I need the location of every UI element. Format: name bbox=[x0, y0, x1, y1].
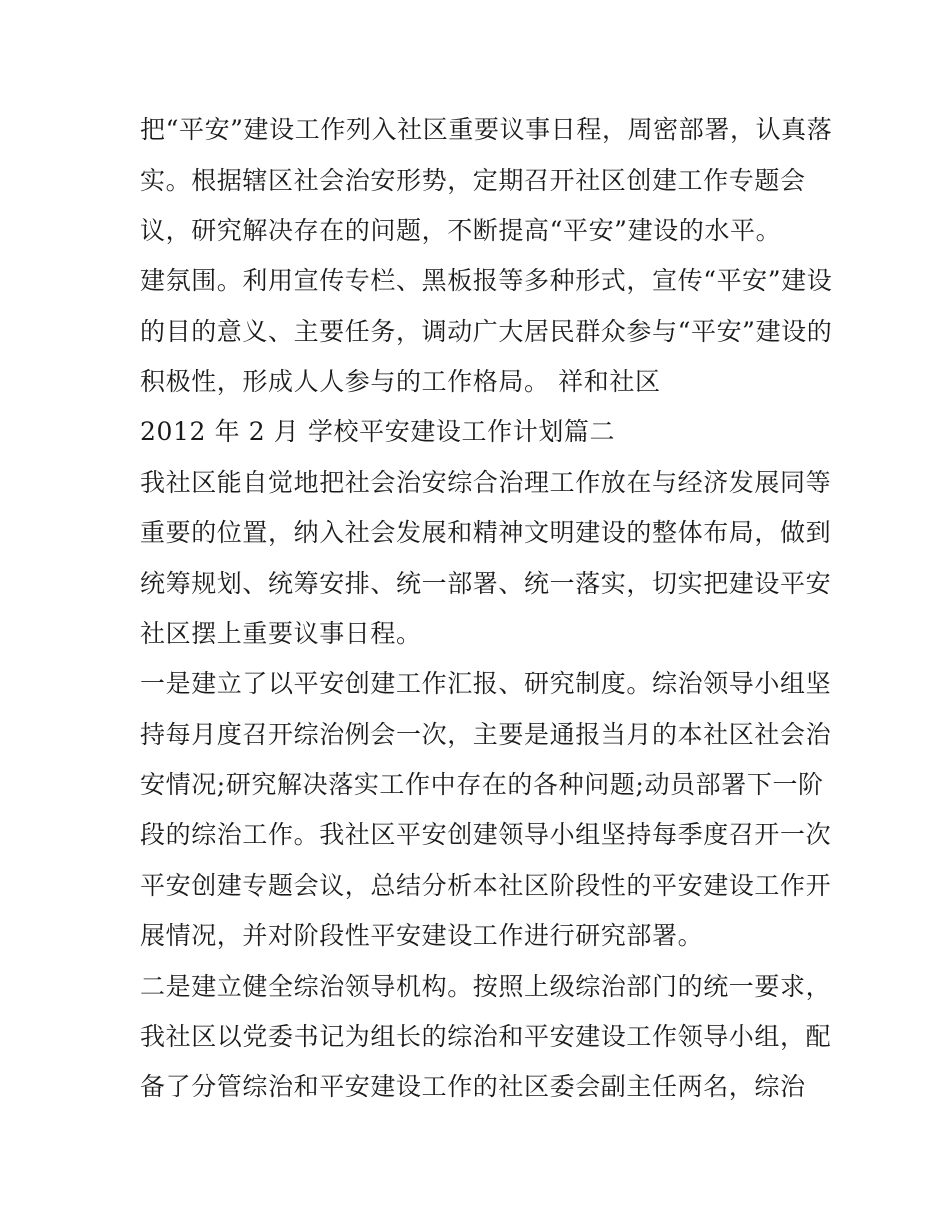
text-line: 备了分管综治和平安建设工作的社区委会副主任两名，综治 bbox=[140, 1072, 806, 1101]
text-line: 安情况;研究解决落实工作中存在的各种问题;动员部署下一阶 bbox=[140, 770, 824, 799]
text-line: 平安创建专题会议，总结分析本社区阶段性的平安建设工作开 bbox=[140, 871, 832, 900]
text-line: 把“平安”建设工作列入社区重要议事日程，周密部署，认真落 bbox=[140, 115, 833, 144]
text-line: 持每月度召开综治例会一次，主要是通报当月的本社区社会治 bbox=[140, 720, 832, 749]
section-heading: 2012 年 2 月 学校平安建设工作计划篇二 bbox=[140, 417, 616, 446]
text-line: 我社区能自觉地把社会治安综合治理工作放在与经济发展同等 bbox=[140, 468, 832, 497]
text-line: 议，研究解决存在的问题，不断提高“平安”建设的水平。 bbox=[140, 216, 782, 245]
text-line: 重要的位置，纳入社会发展和精神文明建设的整体布局，做到 bbox=[140, 518, 832, 547]
text-line: 的目的意义、主要任务，调动广大居民群众参与“平安”建设的 bbox=[140, 317, 833, 346]
text-line: 统筹规划、统筹安排、统一部署、统一落实，切实把建设平安 bbox=[140, 569, 832, 598]
text-line: 我社区以党委书记为组长的综治和平安建设工作领导小组，配 bbox=[140, 1022, 832, 1051]
text-line: 二是建立健全综治领导机构。按照上级综治部门的统一要求， bbox=[140, 972, 832, 1001]
text-line: 社区摆上重要议事日程。 bbox=[140, 619, 422, 648]
text-line: 一是建立了以平安创建工作汇报、研究制度。综治领导小组坚 bbox=[140, 669, 832, 698]
text-line: 实。根据辖区社会治安形势，定期召开社区创建工作专题会 bbox=[140, 166, 806, 195]
text-line: 展情况，并对阶段性平安建设工作进行研究部署。 bbox=[140, 921, 704, 950]
text-line: 建氛围。利用宣传专栏、黑板报等多种形式，宣传“平安”建设 bbox=[140, 266, 833, 295]
text-line: 段的综治工作。我社区平安创建领导小组坚持每季度召开一次 bbox=[140, 820, 832, 849]
text-line: 积极性，形成人人参与的工作格局。 祥和社区 bbox=[140, 367, 661, 396]
